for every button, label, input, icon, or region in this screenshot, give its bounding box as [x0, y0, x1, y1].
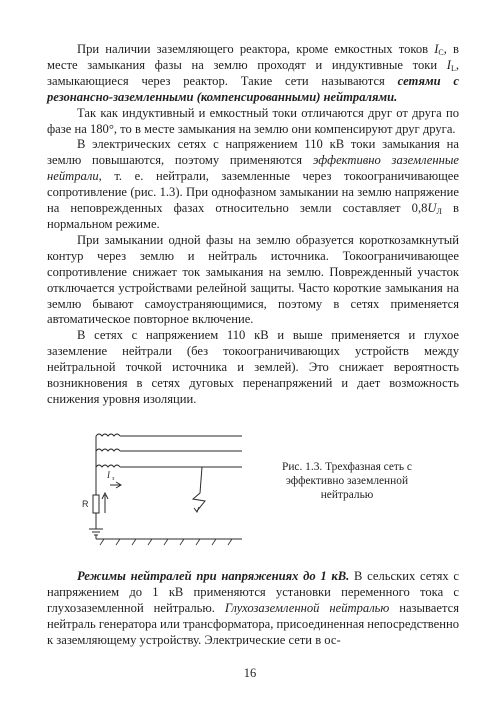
circuit-diagram — [70, 427, 250, 555]
paragraph: При наличии заземляющего реактора, кроме емкостных токов $I_С$, в месте замыкания фазы на землю проходят и индуктивные токи $I_L$, замыкающиеся через реактор. Такие сети называются сетями с резонансно-заземленными (компенсированными) нейтралями. — [47, 42, 460, 104]
paragraph: Режимы нейтралей при напряжениях до 1 кВ. В сельских сетях с напряжением до 1 кВ применяются установки переменного тока с глухозаземленной нейтралью. Глухозаземленной нейтралью называется нейтраль генератора или трансформатора, присоединенная непосредственно к заземляющему устройству. Электрические сети в ос- — [47, 569, 460, 647]
paragraph: При замыкании одной фазы на землю образуется короткозамкнутый контур через землю и нейтраль источника. Токоограничивающее сопротивление снижает ток замыкания на землю. Поврежденный участок отключается устройствами релейной защиты. Часто короткие замыкания на землю бывают самоустраняющимися, поэтому в сетях применяется автоматическое повторное включение. — [47, 232, 459, 327]
coil-a — [96, 434, 120, 436]
label-current-sub: з — [112, 476, 115, 482]
paragraph: В сетях с напряжением 110 кВ и выше применяется и глухое заземление нейтрали (без токоограничивающих устройств между нейтральной точкой источника и землей). Это снижает вероятность возникновения в сетях дуговых перенапряжений и дает возможность снижения уровня изоляции. — [47, 328, 459, 406]
label-resistor: R — [82, 499, 89, 509]
label-current: I — [107, 470, 110, 480]
figure-caption: Рис. 1.3. Трехфазная сеть с эффективно заземленной нейтралью — [281, 461, 412, 501]
text-block-top — [47, 42, 459, 408]
paragraph: Так как индуктивный и емкостный токи отличаются друг от друга по фазе на 180°, то в месте замыкания на землю они компенсируют друг друга. — [47, 105, 459, 136]
paragraph: В электрических сетях с напряжением 110 кВ токи замыкания на землю повышаются, поэтому применяются эффективно заземленные нейтрали, т. е. нейтрали, заземленные через токоограничивающее сопротивление (рис. 1.3). При однофазном замыкании на землю напряжение на неповрежденных фазах относительно земли составляет $0,8U_Л$ в нормальном режиме. — [47, 137, 459, 231]
resistor — [93, 495, 99, 513]
coil-c — [96, 465, 120, 467]
figure-three-phase-network — [70, 427, 250, 555]
page-number: 16 — [243, 666, 257, 680]
text-block-bottom — [47, 569, 459, 649]
fault-path — [193, 467, 205, 511]
coil-b — [96, 449, 120, 451]
